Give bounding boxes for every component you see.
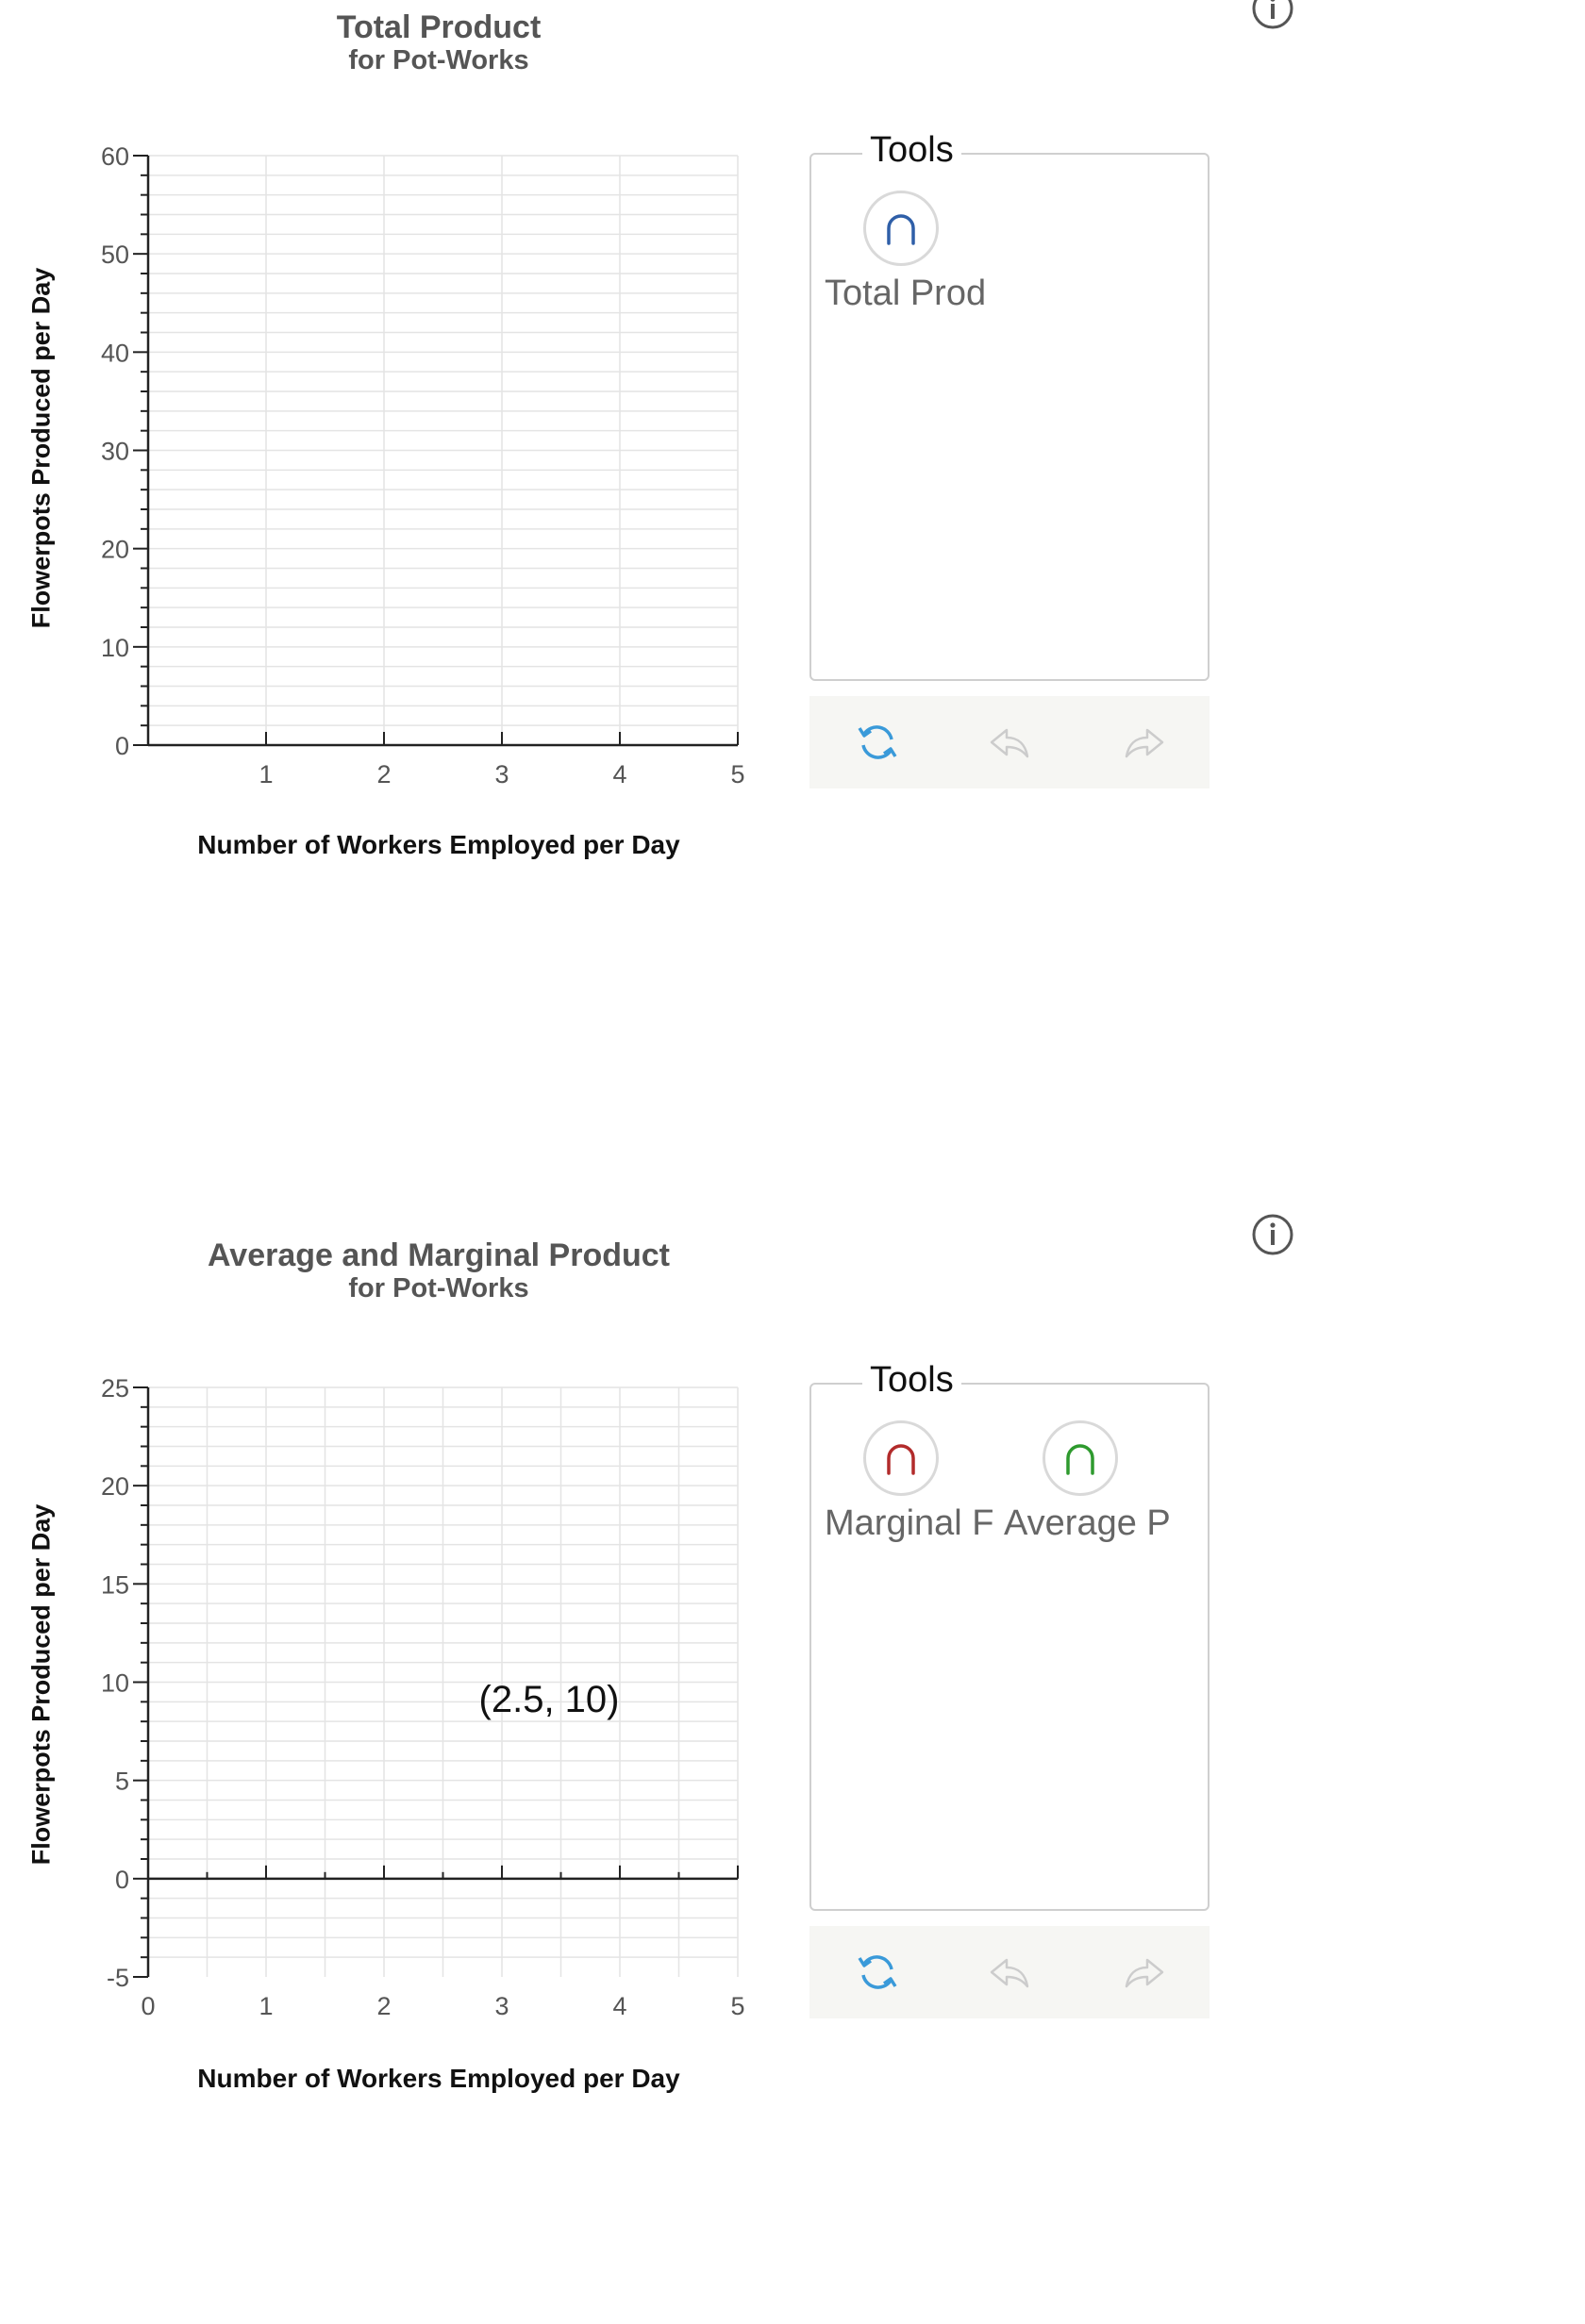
reset-icon[interactable] <box>854 1949 901 1996</box>
x-tick-label: 4 <box>612 1992 627 2020</box>
x-tick-label: 5 <box>730 760 745 788</box>
redo-icon[interactable] <box>1121 1949 1168 1996</box>
curve-tool-icon[interactable] <box>863 191 939 266</box>
average-marginal-product-graph[interactable] <box>0 1226 877 2056</box>
y-tick-label: 0 <box>114 1865 129 1894</box>
reset-icon[interactable] <box>854 719 901 766</box>
x-tick-label: 5 <box>730 1992 745 2020</box>
x-tick-label: 3 <box>494 760 509 788</box>
x-origin-label: 0 <box>141 1992 156 2020</box>
x-tick-label: 1 <box>259 1992 274 2020</box>
y-tick-label: 0 <box>114 732 129 760</box>
chart-subtitle: for Pot-Works <box>348 45 529 75</box>
y-tick-label: 40 <box>100 339 129 368</box>
y-tick-label: 60 <box>100 142 129 171</box>
x-axis-label: Number of Workers Employed per Day <box>197 2064 680 2093</box>
undo-icon[interactable] <box>986 1949 1033 1996</box>
tools-heading: Tools <box>862 1360 961 1401</box>
y-axis-label: Flowerpots Produced per Day <box>26 267 56 629</box>
chart-subtitle: for Pot-Works <box>348 1273 529 1303</box>
y-tick-label: 10 <box>100 1668 129 1698</box>
redo-icon[interactable] <box>1121 719 1168 766</box>
curve-tool-icon[interactable] <box>1043 1420 1118 1496</box>
tools-heading: Tools <box>862 130 961 171</box>
x-tick-label: 2 <box>376 760 392 788</box>
info-icon[interactable] <box>1251 1213 1294 1256</box>
x-axis-label: Number of Workers Employed per Day <box>197 830 680 859</box>
y-tick-label: -5 <box>106 1964 129 1992</box>
chart-title: Total Product <box>336 9 542 45</box>
graph-toolbar <box>809 1926 1210 2018</box>
y-tick-label: 15 <box>100 1570 129 1600</box>
y-tick-label: 20 <box>100 535 129 564</box>
x-tick-label: 3 <box>494 1992 509 2020</box>
tool-label: Total Prod <box>825 274 987 313</box>
total-product-graph[interactable] <box>0 0 877 830</box>
grid <box>148 1387 738 1977</box>
x-tick-label: 4 <box>612 760 627 788</box>
tools-palette <box>809 1360 1210 1911</box>
y-tick-label: 30 <box>100 437 129 466</box>
tool-label: Marginal F <box>825 1503 994 1543</box>
y-tick-label: 50 <box>100 241 129 270</box>
y-tick-label: 25 <box>100 1374 129 1403</box>
coordinate-readout: (2.5, 10) <box>478 1678 620 1720</box>
graph-toolbar <box>809 696 1210 788</box>
y-axis-label: Flowerpots Produced per Day <box>26 1503 56 1866</box>
total-product-panel <box>0 0 1585 1098</box>
x-tick-label: 2 <box>376 1992 392 2020</box>
chart-title: Average and Marginal Product <box>208 1237 670 1273</box>
curve-tool-icon[interactable] <box>863 1420 939 1496</box>
undo-icon[interactable] <box>986 719 1033 766</box>
tool-label: Average P <box>1004 1503 1171 1543</box>
grid <box>148 156 738 745</box>
y-tick-label: 20 <box>100 1472 129 1502</box>
x-tick-label: 1 <box>259 760 274 788</box>
y-tick-label: 10 <box>100 633 129 662</box>
tools-palette <box>809 130 1210 681</box>
average-marginal-product-panel <box>0 1226 1585 2324</box>
info-icon[interactable] <box>1251 0 1294 30</box>
y-tick-label: 5 <box>114 1767 129 1796</box>
